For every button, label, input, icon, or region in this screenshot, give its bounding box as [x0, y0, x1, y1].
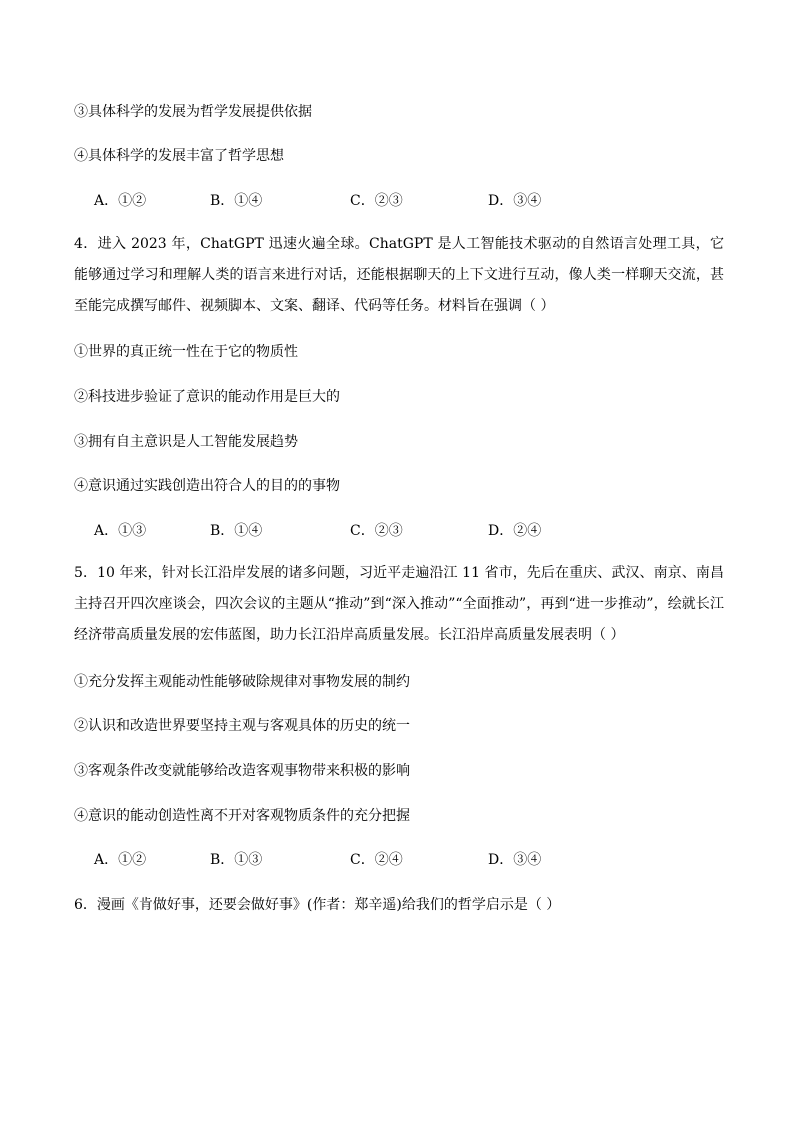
q5-option-a[interactable]: A．①② [94, 852, 147, 868]
q4-option-d[interactable]: D．②④ [488, 523, 542, 539]
q5-stem: 5．10 年来，针对长江沿岸发展的诸多问题，习近平走遍沿江 11 省市，先后在重庆、武汉、南京、南昌主持召开四次座谈会，四次会议的主题从“推动”到“深入推动”“全面推动”，再到“进一步推动”，绘就长江经济带高质量发展的宏伟蓝图，助力长江沿岸高质量发展。长江沿岸高质量发展表明（ ） [74, 565, 724, 643]
q5-option-b[interactable]: B．①③ [210, 852, 263, 868]
q4-option-b[interactable]: B．①④ [210, 523, 263, 539]
q5-statement-2: ②认识和改造世界要坚持主观与客观具体的历史的统一 [74, 718, 410, 734]
q3-option-b[interactable]: B．①④ [210, 193, 263, 209]
q3-statement-4: ④具体科学的发展丰富了哲学思想 [74, 148, 284, 164]
q3-option-a[interactable]: A．①② [94, 193, 147, 209]
q4-option-a[interactable]: A．①③ [94, 523, 147, 539]
q3-option-d[interactable]: D．③④ [488, 193, 542, 209]
q4-statement-2: ②科技进步验证了意识的能动作用是巨大的 [74, 389, 340, 405]
q5-option-c[interactable]: C．②④ [350, 852, 403, 868]
q6-stem: 6．漫画《肯做好事，还要会做好事》(作者：郑辛遥)给我们的哲学启示是（ ） [74, 897, 561, 913]
q5-statement-3: ③客观条件改变就能够给改造客观事物带来积极的影响 [74, 763, 410, 779]
q4-statement-3: ③拥有自主意识是人工智能发展趋势 [74, 434, 298, 450]
q4-option-c[interactable]: C．②③ [350, 523, 403, 539]
q5-statement-1: ①充分发挥主观能动性能够破除规律对事物发展的制约 [74, 674, 410, 690]
q3-option-c[interactable]: C．②③ [350, 193, 403, 209]
q5-statement-4: ④意识的能动创造性离不开对客观物质条件的充分把握 [74, 808, 410, 824]
q4-statement-4: ④意识通过实践创造出符合人的目的的事物 [74, 478, 340, 494]
q4-stem: 4．进入 2023 年，ChatGPT 迅速火遍全球。ChatGPT 是人工智能技术驱动的自然语言处理工具，它能够通过学习和理解人类的语言来进行对话，还能根据聊天的上下文进行互动，像人类一样聊天交流，甚至能完成撰写邮件、视频脚本、文案、翻译、代码等任务。材料旨在强调（ ） [74, 236, 724, 314]
q3-statement-3: ③具体科学的发展为哲学发展提供依据 [74, 104, 312, 120]
q4-statement-1: ①世界的真正统一性在于它的物质性 [74, 344, 298, 360]
q5-option-d[interactable]: D．③④ [488, 852, 542, 868]
